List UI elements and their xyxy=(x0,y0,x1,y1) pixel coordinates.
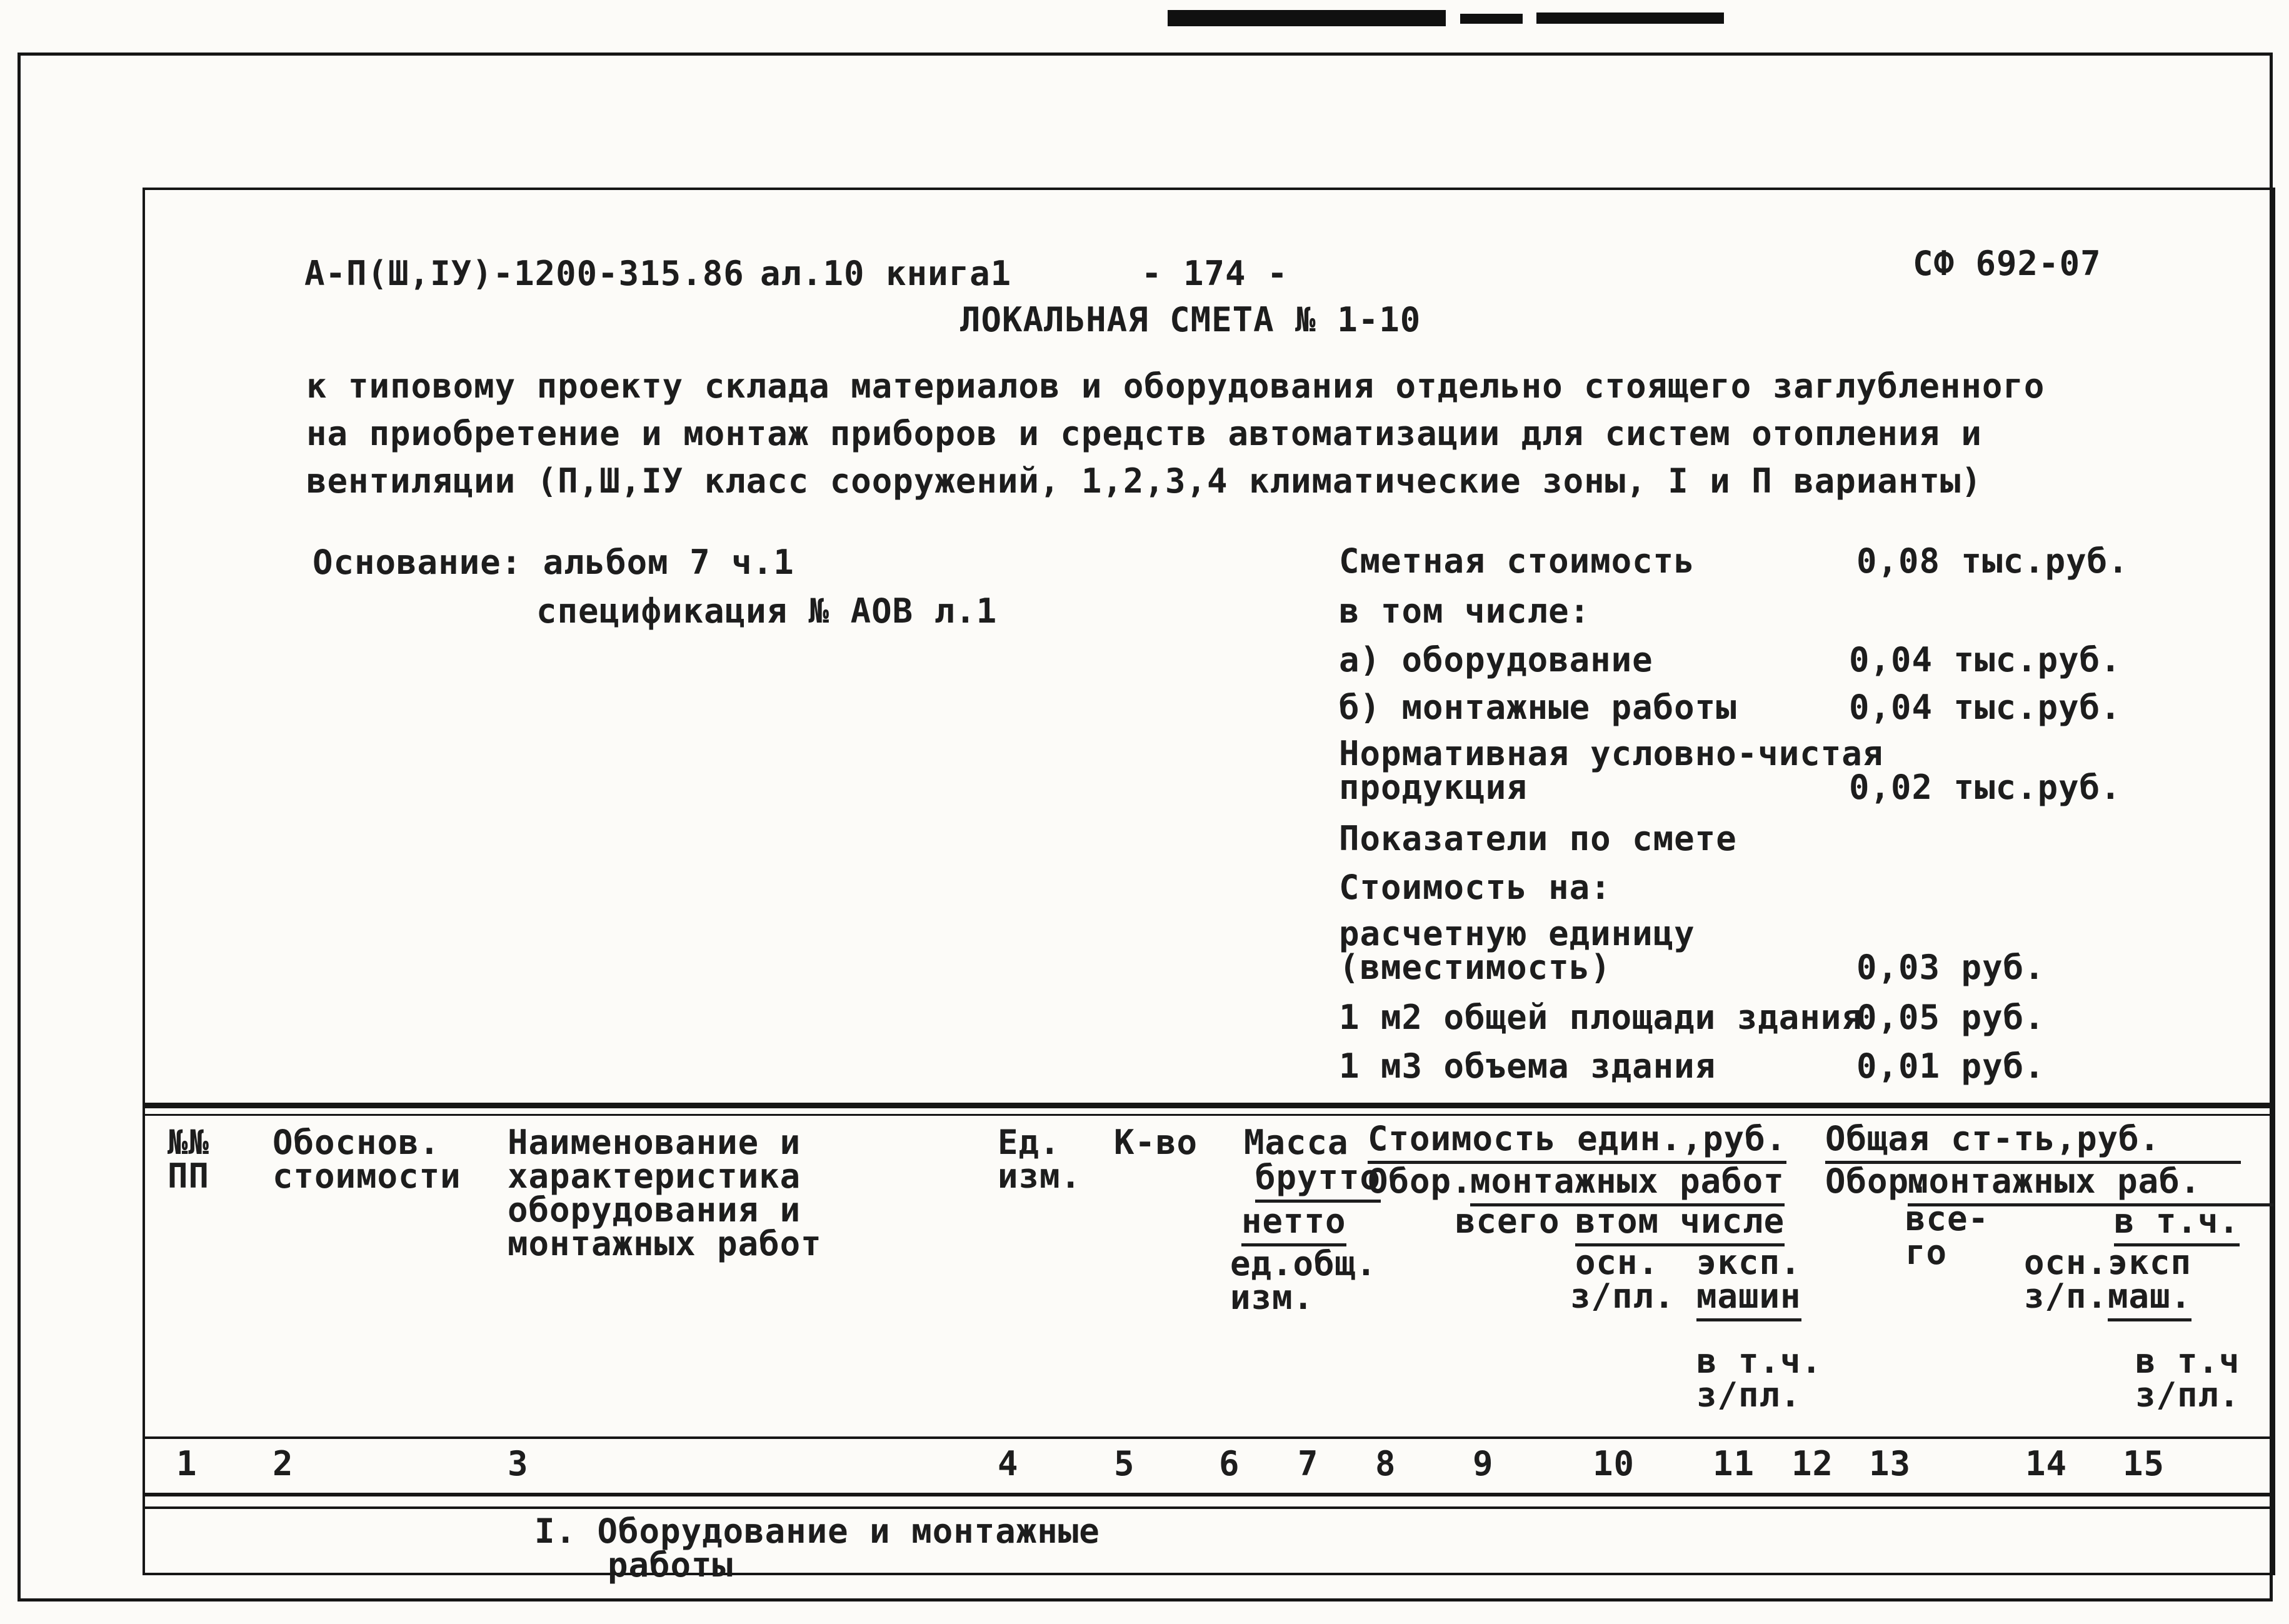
unit-cost-machines-line-2: машин xyxy=(1696,1278,1801,1321)
per-m3-label: 1 м3 объема здания xyxy=(1339,1046,1716,1086)
total-cost-including: в т.ч. xyxy=(2114,1203,2240,1246)
section-title-line-2: работы xyxy=(608,1545,734,1585)
equipment-cost-value: 0,04 тыс.руб. xyxy=(1849,640,2121,679)
table-numbers-bottom-rule-2 xyxy=(143,1506,2275,1509)
installation-cost-label: б) монтажные работы xyxy=(1339,688,1737,727)
total-cost-incl-wage-line-1: в т.ч xyxy=(2135,1341,2240,1381)
unit-cost-incl-wage-line-1: в т.ч. xyxy=(1696,1341,1823,1381)
unit-capacity-label-line-2: (вместимость) xyxy=(1339,948,1611,987)
unit-cost-machines-line-1: эксп. xyxy=(1696,1243,1801,1282)
col-number-5: 5 xyxy=(1114,1444,1135,1483)
unit-capacity-label-line-1: расчетную единицу xyxy=(1339,914,1695,953)
normative-label-line-2: продукция xyxy=(1339,768,1528,807)
col-number-6: 6 xyxy=(1219,1444,1240,1483)
unit-cost-group-title: Стоимость един.,руб. xyxy=(1368,1120,1786,1164)
col-number-12: 12 xyxy=(1791,1444,1834,1483)
table-header-bottom-rule xyxy=(143,1436,2275,1439)
description-line-1: к типовому проекту склада материалов и оборудования отдельно стоящего заглубленного xyxy=(306,366,2045,406)
col-qty-header: К-во xyxy=(1114,1123,1198,1162)
unit-cost-install: монтажных работ xyxy=(1470,1163,1785,1206)
indicators-label: Показатели по смете xyxy=(1339,819,1737,858)
col-basis-header-line-2: стоимости xyxy=(273,1156,461,1196)
description-line-2: на приобретение и монтаж приборов и средств автоматизации для систем отопления и xyxy=(306,414,1982,453)
col-number-15: 15 xyxy=(2123,1444,2165,1483)
scan-artifact-strip-2 xyxy=(1460,14,1523,24)
col-basis-header-line-1: Обоснов. xyxy=(273,1123,441,1162)
total-cost-oper: эксп xyxy=(2108,1243,2192,1282)
table-top-rule-thick xyxy=(143,1103,2275,1108)
per-m2-value: 0,05 руб. xyxy=(1856,998,2045,1037)
cost-per-label: Стоимость на: xyxy=(1339,868,1611,907)
col-num-header-line-1: №№ xyxy=(168,1123,210,1162)
col-name-header-line-2: характеристика xyxy=(508,1156,801,1196)
page-title: ЛОКАЛЬНАЯ СМЕТА № 1-10 xyxy=(960,300,1421,339)
total-cost-basic-2: з/п. xyxy=(2024,1276,2108,1316)
col-number-1: 1 xyxy=(176,1444,198,1483)
unit-cost-total: всего xyxy=(1455,1201,1560,1241)
per-m3-value: 0,01 руб. xyxy=(1856,1046,2045,1086)
unit-cost-equip: Обор. xyxy=(1368,1161,1473,1201)
col-number-11: 11 xyxy=(1713,1444,1755,1483)
total-cost-oper-2: маш. xyxy=(2108,1278,2191,1321)
section-title-line-1: I. Оборудование и монтажные xyxy=(534,1511,1100,1551)
normative-label-line-1: Нормативная условно-чистая xyxy=(1339,734,1884,773)
col-name-header-line-4: монтажных работ xyxy=(508,1224,822,1263)
unit-cost-basic-wage-line-2: з/пл. xyxy=(1570,1276,1675,1316)
table-top-rule-thin xyxy=(143,1114,2275,1116)
total-cost-incl-wage-line-2: з/пл. xyxy=(2135,1375,2240,1415)
col-mass-per-unit-line-2: изм. xyxy=(1230,1278,1315,1317)
basis-line-2: спецификация № АОВ л.1 xyxy=(536,591,998,631)
col-number-2: 2 xyxy=(273,1444,294,1483)
form-code: СФ 692-07 xyxy=(1913,244,2101,283)
col-mass-net: нетто xyxy=(1241,1203,1346,1246)
scan-artifact-strip-3 xyxy=(1536,13,1724,24)
col-number-9: 9 xyxy=(1473,1444,1494,1483)
col-number-13: 13 xyxy=(1869,1444,1911,1483)
col-number-4: 4 xyxy=(998,1444,1019,1483)
col-number-7: 7 xyxy=(1298,1444,1319,1483)
col-name-header-line-1: Наименование и xyxy=(508,1123,801,1162)
per-m2-label: 1 м2 общей площади здания xyxy=(1339,998,1863,1037)
basis-line-1: Основание: альбом 7 ч.1 xyxy=(313,543,794,582)
doc-code: А-П(Ш,IУ)-1200-315.86 xyxy=(304,254,744,293)
normative-value: 0,02 тыс.руб. xyxy=(1849,768,2121,807)
col-number-3: 3 xyxy=(508,1444,529,1483)
total-cost-install: монтажных раб. xyxy=(1908,1163,2273,1206)
col-number-14: 14 xyxy=(2025,1444,2068,1483)
description-line-3: вентиляции (П,Ш,IУ класс сооружений, 1,2,3,4 климатические зоны, I и П варианты) xyxy=(306,461,1982,501)
total-cost-group-title: Общая ст-ть,руб. xyxy=(1825,1120,2241,1164)
col-mass-header: Масса xyxy=(1244,1123,1349,1162)
col-number-8: 8 xyxy=(1375,1444,1396,1483)
total-cost-total-line-1: все- xyxy=(1905,1199,1990,1238)
unit-capacity-value: 0,03 руб. xyxy=(1856,948,2045,987)
col-unit-header-line-2: изм. xyxy=(998,1156,1082,1196)
total-cost-total-line-2: го xyxy=(1905,1233,1948,1272)
col-unit-header-line-1: Ед. xyxy=(998,1123,1061,1162)
col-num-header-line-2: ПП xyxy=(168,1156,210,1196)
unit-cost-incl-wage-line-2: з/пл. xyxy=(1696,1375,1801,1415)
total-cost-basic: осн. xyxy=(2024,1243,2108,1282)
equipment-cost-label: а) оборудование xyxy=(1339,640,1653,679)
total-cost-equip: Обор. xyxy=(1825,1161,1930,1201)
col-number-10: 10 xyxy=(1593,1444,1635,1483)
including-label: в том числе: xyxy=(1339,591,1591,631)
col-name-header-line-3: оборудования и xyxy=(508,1190,801,1230)
smeta-cost-value: 0,08 тыс.руб. xyxy=(1856,541,2129,581)
unit-cost-basic-wage-line-1: осн. xyxy=(1575,1243,1660,1282)
scan-artifact-strip-1 xyxy=(1168,10,1446,26)
installation-cost-value: 0,04 тыс.руб. xyxy=(1849,688,2121,727)
col-mass-per-unit-line-1: ед.общ. xyxy=(1230,1244,1377,1283)
smeta-cost-label: Сметная стоимость xyxy=(1339,541,1695,581)
album-ref: ал.10 книга1 xyxy=(760,254,1012,293)
page-number: - 174 - xyxy=(1141,254,1288,293)
col-mass-gross: брутто xyxy=(1255,1159,1381,1203)
table-numbers-bottom-rule-1 xyxy=(143,1493,2275,1496)
unit-cost-including: втом числе xyxy=(1575,1203,1785,1246)
